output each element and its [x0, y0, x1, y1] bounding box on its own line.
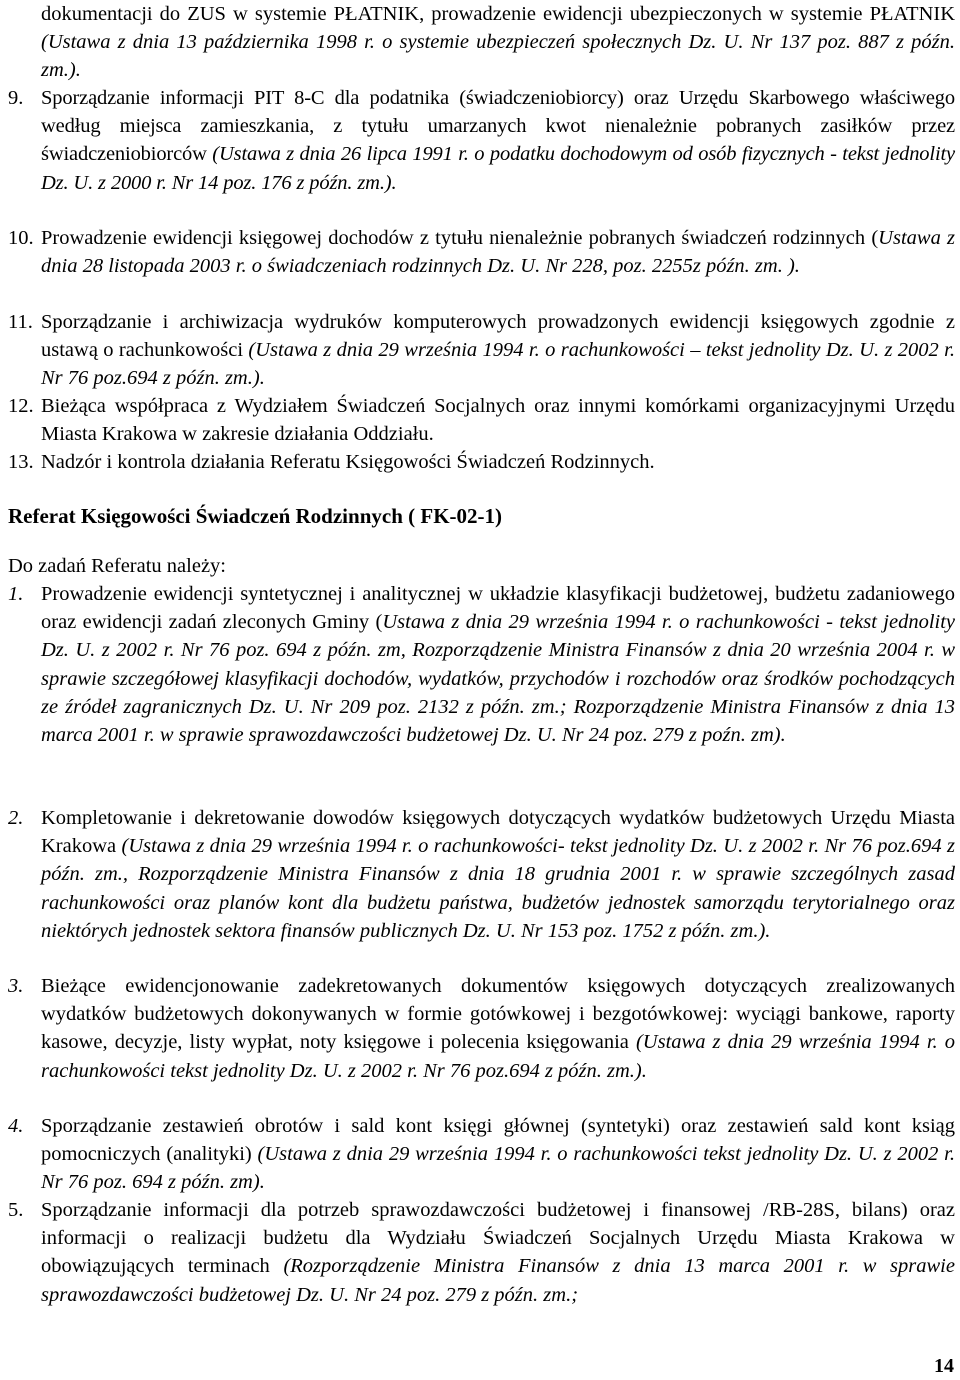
item-number: 11.	[8, 311, 33, 333]
item-number: 10.	[8, 227, 34, 249]
list-item-4	[8, 1112, 955, 1197]
list-item-13	[8, 448, 955, 476]
item-text-legal-reference: (Ustawa z dnia 13 października 1998 r. o systemie ubezpieczeń społecznych Dz. U. Nr 137 poz. 887 z późn. zm.).	[41, 31, 955, 82]
section-intro: Do zadań Referatu należy:	[8, 555, 226, 577]
list-item-8-continuation	[8, 0, 955, 85]
item-text	[41, 804, 955, 945]
list-item-12	[8, 392, 955, 448]
list-item-2	[8, 804, 955, 945]
item-number: 5.	[8, 1199, 24, 1221]
item-text-plain: Bieżące ewidencjonowanie zadekretowanych dokumentów księgowych dotyczących zrealizowanych wydatków budżetowych dokonywanych w formie gotówkowej i bezgotówkowej: wyciągi bankowe, raporty kasowe, decyzje, listy wypłat, noty księgowe i polecenia księgowania	[41, 975, 955, 1054]
item-text-legal-reference: (Ustawa z dnia 29 września 1994 r. o rachunkowości tekst jednolity Dz. U. z 2002 r. Nr 76 poz.694 z późn. zm.).	[41, 1031, 955, 1082]
item-number: 9.	[8, 87, 24, 109]
item-text-legal-reference: Ustawa z dnia 28 listopada 2003 r. o świadczeniach rodzinnych Dz. U. Nr 228, poz. 2255z późn. zm. ).	[41, 227, 955, 278]
list-item-9	[8, 84, 955, 197]
item-number: 12.	[8, 395, 34, 417]
item-number: 3.	[8, 975, 24, 997]
item-text-plain: Sporządzanie zestawień obrotów i sald kont księgi głównej (syntetyki) oraz zestawień sald kont ksiąg pomocniczych (analityki)	[41, 1115, 955, 1166]
item-text	[41, 84, 955, 197]
list-item-1	[8, 580, 955, 749]
list-item-11	[8, 308, 955, 393]
item-text	[41, 308, 955, 393]
item-number: 13.	[8, 451, 34, 473]
item-text	[41, 224, 955, 280]
item-text-plain: Sporządzanie i archiwizacja wydruków komputerowych prowadzonych ewidencji księgowych zgodnie z ustawą o rachunkowości	[41, 311, 955, 362]
item-text	[41, 0, 955, 85]
item-text	[41, 448, 955, 476]
item-text-plain: Sporządzanie informacji PIT 8-C dla podatnika (świadczeniobiorcy) oraz Urzędu Skarbowego właściwego według miejsca zamieszkania, z tytułu umarzanych kwot nienależnie pobranych zasiłków przez świadczeniobiorców	[41, 87, 955, 166]
section-heading: Referat Księgowości Świadczeń Rodzinnych ( FK-02-1)	[8, 504, 503, 528]
item-text-legal-reference: (Ustawa z dnia 26 lipca 1991 r. o podatku dochodowym od osób fizycznych - tekst jednolity Dz. U. z 2000 r. Nr 14 poz. 176 z późn. zm.).	[41, 143, 955, 194]
item-number: 2.	[8, 807, 24, 829]
item-text	[41, 580, 955, 749]
item-text	[41, 1112, 955, 1197]
item-text-legal-reference: (Ustawa z dnia 29 września 1994 r. o rachunkowości – tekst jednolity Dz. U. z 2002 r. Nr 76 poz.694 z późn. zm.).	[41, 339, 955, 390]
item-text	[41, 392, 955, 448]
item-text-plain: Bieżąca współpraca z Wydziałem Świadczeń Socjalnych oraz innymi komórkami organizacyjnymi Urzędu Miasta Krakowa w zakresie działania Oddziału.	[41, 395, 955, 446]
item-number: 1.	[8, 583, 24, 605]
item-number: 4.	[8, 1115, 24, 1137]
item-text-plain: Prowadzenie ewidencji księgowej dochodów z tytułu nienależnie pobranych świadczeń rodzinnych (	[41, 227, 879, 249]
item-text-plain: dokumentacji do ZUS w systemie PŁATNIK, prowadzenie ewidencji ubezpieczonych w systemie PŁATNIK	[41, 3, 955, 25]
item-text	[41, 1196, 955, 1309]
item-text-plain: Prowadzenie ewidencji syntetycznej i analitycznej w układzie klasyfikacji budżetowej, budżetu zadaniowego oraz ewidencji zadań zleconych Gminy (	[41, 583, 955, 634]
item-text-legal-reference: (Ustawa z dnia 29 września 1994 r. o rachunkowości tekst jednolity Dz. U. z 2002 r. Nr 76 poz. 694 z późn. zm).	[41, 1143, 955, 1194]
list-item-3	[8, 972, 955, 1085]
page-number: 14	[934, 1354, 954, 1377]
item-text-plain: Sporządzanie informacji dla potrzeb sprawozdawczości budżetowej i finansowej /RB-28S, bilans) oraz informacji o realizacji budżetu dla Wydziału Świadczeń Socjalnych Urzędu Miasta Krakowa w obowiązujących terminach	[41, 1199, 955, 1278]
list-item-10	[8, 224, 955, 280]
item-text	[41, 972, 955, 1085]
item-text-legal-reference: Ustawa z dnia 29 września 1994 r. o rachunkowości - tekst jednolity Dz. U. z 2002 r. Nr 76 poz. 694 z późn. zm, Rozporządzenie Ministra Finansów z dnia 20 września 2004 r. w sprawie szczegółowej klasyfikacji dochodów, wydatków, przychodów i rozchodów oraz środków pochodzących ze źródeł zagranicznych Dz. U. Nr 209 poz. 2132 z późn. zm.; Rozporządzenie Ministra Finansów z dnia 13 marca 2001 r. w sprawie sprawozdawczości budżetowej Dz. U. Nr 24 poz. 279 z poźn. zm).	[41, 611, 955, 747]
list-item-5	[8, 1196, 955, 1309]
item-text-legal-reference: (Rozporządzenie Ministra Finansów z dnia 13 marca 2001 r. w sprawie sprawozdawczości budżetowej Dz. U. Nr 24 poz. 279 z późn. zm.;	[41, 1255, 955, 1306]
item-text-plain: Kompletowanie i dekretowanie dowodów księgowych dotyczących wydatków budżetowych Urzędu Miasta Krakowa	[41, 807, 955, 858]
item-text-plain: Nadzór i kontrola działania Referatu Księgowości Świadczeń Rodzinnych.	[41, 451, 655, 473]
item-text-legal-reference: (Ustawa z dnia 29 września 1994 r. o rachunkowości- tekst jednolity Dz. U. z 2002 r. Nr 76 poz.694 z późn. zm., Rozporządzenie Ministra Finansów z dnia 18 grudnia 2001 r. w sprawie szczególnych zasad rachunkowości oraz planów kont dla budżetu państwa, budżetów jednostek samorządu terytorialnego oraz niektórych jednostek sektora finansów publicznych Dz. U. Nr 153 poz. 1752 z późn. zm.).	[41, 835, 955, 942]
